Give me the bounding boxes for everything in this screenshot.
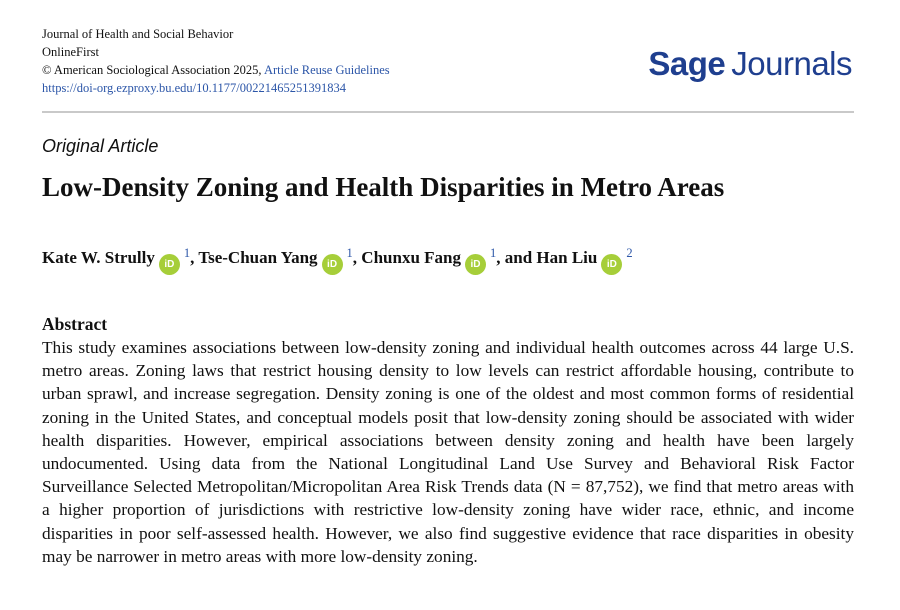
author-name[interactable]: Chunxu Fang <box>361 248 461 267</box>
publication-status: OnlineFirst <box>42 45 99 59</box>
affiliation-marker[interactable]: 1 <box>489 246 497 260</box>
orcid-icon[interactable]: iD <box>159 254 180 275</box>
article-title: Low-Density Zoning and Health Disparities in Metro Areas <box>42 172 725 202</box>
header-divider <box>42 111 854 113</box>
article-type: Original Article <box>42 136 159 156</box>
article-reuse-guidelines-link[interactable]: Article Reuse Guidelines <box>263 63 390 77</box>
author-separator: , and <box>496 248 537 267</box>
author-name[interactable]: Han Liu <box>536 248 598 267</box>
article-meta <box>42 25 390 97</box>
affiliation-marker[interactable]: 1 <box>183 246 191 260</box>
sage-journals-logo[interactable] <box>648 44 852 84</box>
abstract-text: This study examines associations between low-density zoning and individual health outcomes across 44 large U.S. metro areas. Zoning laws that restrict housing density to low levels can restrict affordable housing, contribute to urban sprawl, and increase segregation. Density zoning is one of the oldest and most common forms of residential zoning in the United States, and conceptual models posit that low-density zoning should be associated with wider health disparities. However, empirical associations between density zoning and health have been largely undocumented. Using data from the National Longitudinal Land Use Survey and Behavioral Risk Factor Surveillance Selected Metropolitan/Micropolitan Area Risk Trends data (N = 87,752), we find that metro areas with a higher proportion of jurisdictions with restrictive low-density zoning have wider race, ethnic, and income disparities in poor self-assessed health. However, we also find suggestive evidence that race disparities in obesity may be narrower in metro areas with more low-density zoning. <box>42 338 854 566</box>
author-name[interactable]: Tse-Chuan Yang <box>198 248 318 267</box>
logo-journals: Journals <box>731 45 852 82</box>
copyright-text: © American Sociological Association 2025, <box>42 63 262 77</box>
logo-sage: Sage <box>648 45 726 82</box>
journal-name: Journal of Health and Social Behavior <box>42 27 234 41</box>
author-separator: , <box>352 248 362 267</box>
author-name[interactable]: Kate W. Strully <box>42 248 155 267</box>
copyright-line <box>42 61 390 79</box>
abstract-heading: Abstract <box>42 314 108 334</box>
orcid-icon[interactable]: iD <box>322 254 343 275</box>
orcid-icon[interactable]: iD <box>601 254 622 275</box>
orcid-icon[interactable]: iD <box>465 254 486 275</box>
author-separator: , <box>190 248 199 267</box>
affiliation-marker[interactable]: 1 <box>346 246 353 260</box>
doi-link[interactable]: https://doi-org.ezproxy.bu.edu/10.1177/00221465251391834 <box>42 81 347 95</box>
affiliation-marker[interactable]: 2 <box>626 246 633 260</box>
author-list <box>42 246 633 275</box>
